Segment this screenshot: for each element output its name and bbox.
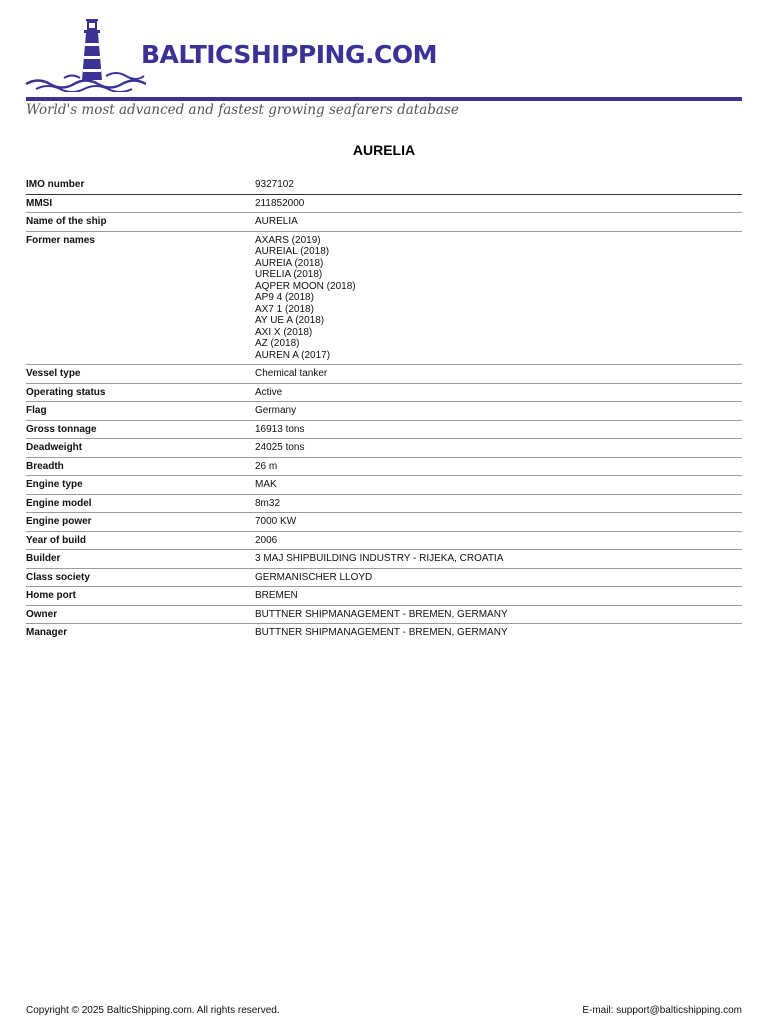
lighthouse-icon — [24, 14, 146, 92]
table-row — [26, 605, 742, 624]
row-label: Vessel type — [26, 365, 255, 384]
table-row — [26, 587, 742, 606]
row-value: AURELIA — [255, 213, 742, 232]
table-row — [26, 365, 742, 384]
row-value: Chemical tanker — [255, 365, 742, 384]
ship-title: AURELIA — [352, 142, 416, 158]
table-row — [26, 568, 742, 587]
table-row — [26, 513, 742, 532]
footer-email: E-mail: support@balticshipping.com — [582, 1005, 742, 1016]
former-name: AQPER MOON (2018) — [255, 280, 356, 292]
row-value: 2006 — [255, 531, 742, 550]
row-label: Breadth — [26, 457, 255, 476]
row-value: Germany — [255, 402, 742, 421]
row-label: Class society — [26, 568, 255, 587]
row-label: Engine model — [26, 494, 255, 513]
row-label: Gross tonnage — [26, 420, 255, 439]
table-row — [26, 402, 742, 421]
table-row — [26, 194, 742, 213]
former-name: AUREN A (2017) — [255, 349, 331, 361]
table-row — [26, 494, 742, 513]
row-label: Year of build — [26, 531, 255, 550]
row-value: 24025 tons — [255, 439, 742, 458]
row-value: BREMEN — [255, 587, 742, 606]
former-names-list — [255, 231, 742, 365]
table-row — [26, 476, 742, 495]
former-name: AXARS (2019) — [255, 234, 321, 246]
row-label: Engine power — [26, 513, 255, 532]
former-name: AUREIA (2018) — [255, 257, 324, 269]
table-row — [26, 213, 742, 232]
footer-copyright: Copyright © 2025 BalticShipping.com. All rights reserved. — [26, 1005, 280, 1016]
table-row — [26, 531, 742, 550]
page-header — [0, 0, 768, 130]
header-rule — [26, 97, 742, 101]
former-name: AXI X (2018) — [255, 326, 313, 338]
row-value: 16913 tons — [255, 420, 742, 439]
row-value: 8m32 — [255, 494, 742, 513]
row-value: 211852000 — [255, 194, 742, 213]
former-name: AZ (2018) — [255, 338, 300, 349]
row-label: Former names — [26, 231, 255, 365]
row-label: MMSI — [26, 194, 255, 213]
row-label: Deadweight — [26, 439, 255, 458]
row-value: BUTTNER SHIPMANAGEMENT - BREMEN, GERMANY — [255, 605, 742, 624]
ship-details-table — [26, 176, 742, 642]
table-row — [26, 550, 742, 569]
row-label: Flag — [26, 402, 255, 421]
former-name: AX7 1 (2018) — [255, 303, 314, 315]
row-value: 26 m — [255, 457, 742, 476]
row-value: MAK — [255, 476, 742, 495]
table-row — [26, 457, 742, 476]
former-name: AUREIAL (2018) — [255, 246, 330, 257]
row-label: IMO number — [26, 179, 85, 190]
row-value: BUTTNER SHIPMANAGEMENT - BREMEN, GERMANY — [255, 624, 742, 642]
row-label: Manager — [26, 624, 255, 642]
table-row — [26, 231, 742, 365]
tagline: World's most advanced and fastest growing seafarers database — [26, 102, 459, 118]
table-row — [26, 624, 742, 642]
row-value: 3 MAJ SHIPBUILDING INDUSTRY - RIJEKA, CROATIA — [255, 550, 742, 569]
row-label: Owner — [26, 605, 255, 624]
row-label: Name of the ship — [26, 213, 255, 232]
row-label: Builder — [26, 550, 255, 569]
row-label: Engine type — [26, 476, 255, 495]
row-value: Active — [255, 383, 742, 402]
row-label: Home port — [26, 587, 255, 606]
former-name: AP9 4 (2018) — [255, 292, 314, 303]
former-name: AY UE A (2018) — [255, 315, 325, 326]
row-value: GERMANISCHER LLOYD — [255, 568, 742, 587]
row-value: 9327102 — [255, 179, 294, 190]
table-row — [26, 420, 742, 439]
table-row — [26, 439, 742, 458]
former-name: URELIA (2018) — [255, 269, 323, 280]
brand-name: BALTICSHIPPING.COM — [141, 40, 437, 69]
table-row — [26, 176, 742, 194]
row-label: Operating status — [26, 383, 255, 402]
row-value: 7000 KW — [255, 513, 742, 532]
table-row — [26, 383, 742, 402]
